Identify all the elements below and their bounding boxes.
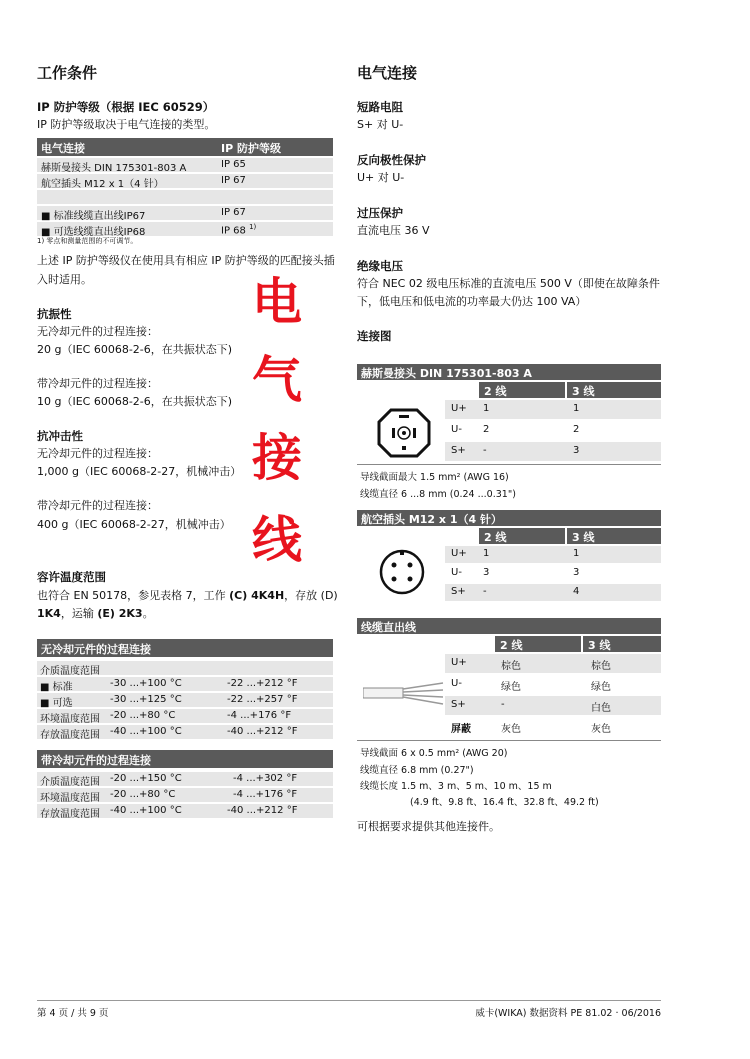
m12-table <box>357 510 661 602</box>
temp-line2: 1K4，运输 (E) 2K3。 <box>37 607 154 620</box>
ip-row-value: IP 67 <box>221 207 246 218</box>
ip-description: IP 防护等级取决于电气连接的类型。 <box>37 118 216 131</box>
m12-connector-icon <box>377 547 427 597</box>
col-2-wire: 2 线 <box>500 639 523 652</box>
hirschmann-title: 赫斯曼接头 DIN 175301-803 A <box>361 367 532 380</box>
col-3-wire: 3 线 <box>588 639 611 652</box>
ip-heading: IP 防护等级（根据 IEC 60529） <box>37 100 215 114</box>
table-row: 存放温度范围 -40 ...+100 °C -40 ...+212 °F <box>37 804 333 818</box>
vibration-line1: 无冷却元件的过程连接： <box>37 325 158 338</box>
hirschmann-connector-icon <box>369 404 439 460</box>
with-cooling-title: 带冷却元件的过程连接 <box>41 754 151 767</box>
other-connectors-note: 可根据要求提供其他连接件。 <box>357 820 500 833</box>
table-row: S+ - 3 <box>445 442 661 461</box>
table-row: 环境温度范围 -20 ...+80 °C -4 ...+176 °F <box>37 788 333 802</box>
col-2-wire: 2 线 <box>484 531 507 544</box>
footnote-ref: 1) <box>249 223 257 231</box>
reverse-polarity-heading: 反向极性保护 <box>357 153 426 167</box>
table-row <box>37 190 333 204</box>
cable-note3: 线缆长度 1.5 m、3 m、5 m、10 m、15 m <box>360 781 552 792</box>
temp-line1: 也符合 EN 50178，参见表格 7，工作 (C) 4K4H，存放 (D) <box>37 589 338 602</box>
ip-row-value: IP 67 <box>221 175 246 186</box>
col-2-wire: 2 线 <box>484 385 507 398</box>
vibration-heading: 抗振性 <box>37 307 72 321</box>
col-3-wire: 3 线 <box>572 531 595 544</box>
shock-line1: 无冷却元件的过程连接： <box>37 447 158 460</box>
stamp-char: 电 <box>252 272 302 331</box>
stamp-char: 气 <box>252 350 302 409</box>
ip-row-value: IP 68 <box>221 225 246 237</box>
ip-note-line1: 上述 IP 防护等级仪在使用具有相应 IP 防护等级的匹配接头插 <box>37 254 335 267</box>
table-row: U- 绿色 绿色 <box>451 678 611 693</box>
table-row: U- 3 3 <box>451 567 580 578</box>
ip-row-value: IP 65 <box>221 159 246 170</box>
cable-table <box>357 618 661 741</box>
insulation-line1: 符合 NEC 02 级电压标准的直流电压 500 V（即使在故障条件 <box>357 277 660 290</box>
vibration-line4: 10 g（IEC 60068-2-6，在共振状态下) <box>37 395 233 408</box>
table-row <box>37 206 333 220</box>
ip-note-line2: 入时适用。 <box>37 273 92 286</box>
ip-row-connection: ■ 可选线缆直出线IP68 <box>41 227 146 238</box>
section-title-electrical: 电气连接 <box>357 64 418 82</box>
shock-line3: 带冷却元件的过程连接： <box>37 499 158 512</box>
table-row: S+ - 4 <box>445 584 661 601</box>
table-row: ■ 可选 -30 ...+125 °C -22 ...+257 °F <box>37 693 333 707</box>
table-row: U+ 1 1 <box>445 546 661 563</box>
cable-note2: 线缆直径 6.8 mm (0.27") <box>360 765 474 776</box>
short-circuit-heading: 短路电阻 <box>357 100 403 114</box>
ip-row-connection: 赫斯曼接头 DIN 175301-803 A <box>41 163 187 174</box>
table-row: 存放温度范围 -40 ...+100 °C -40 ...+212 °F <box>37 725 333 739</box>
stamp-char: 线 <box>252 510 302 569</box>
reverse-polarity-text: U+ 对 U- <box>357 171 405 184</box>
section-title-operating-conditions: 工作条件 <box>37 64 98 82</box>
no-cooling-table <box>37 639 333 739</box>
table-row: 屏蔽 灰色 灰色 <box>451 724 611 735</box>
ip-footnote: 1) 零点和测量范围的不可调节。 <box>37 237 138 245</box>
hirschmann-table <box>357 364 661 465</box>
shock-line4: 400 g（IEC 60068-2-27，机械冲击） <box>37 518 231 531</box>
vibration-line2: 20 g（IEC 60068-2-6，在共振状态下) <box>37 343 233 356</box>
table-row: ■ 标准 -30 ...+100 °C -22 ...+212 °F <box>37 677 333 691</box>
cable-title: 线缆直出线 <box>361 621 416 634</box>
overvoltage-text: 直流电压 36 V <box>357 224 430 237</box>
insulation-line2: 下，低电压和低电流的功率最大仍达 100 VA） <box>357 295 587 308</box>
stamp-char: 接 <box>252 428 302 487</box>
m12-title: 航空插头 M12 x 1（4 针） <box>361 513 502 526</box>
ip-row-connection: ■ 标准线缆直出线IP67 <box>41 211 146 222</box>
temp-heading: 容许温度范围 <box>37 570 106 584</box>
footer-doc: 威卡(WIKA) 数据资料 PE 81.02 · 06/2016 <box>475 1008 661 1019</box>
cable-icon <box>363 674 445 710</box>
hirschmann-note1: 导线截面最大 1.5 mm² (AWG 16) <box>360 472 509 483</box>
short-circuit-text: S+ 对 U- <box>357 118 404 131</box>
vibration-line3: 带冷却元件的过程连接： <box>37 377 158 390</box>
table-row: U+ 1 1 <box>445 400 661 419</box>
ip-table-header-connection: 电气连接 <box>41 142 85 155</box>
no-cooling-title: 无冷却元件的过程连接 <box>41 643 151 656</box>
with-cooling-table <box>37 750 333 818</box>
table-row <box>37 222 333 236</box>
ip-row-connection: 航空插头 M12 x 1（4 针） <box>41 179 164 190</box>
footer-divider <box>37 1000 661 1001</box>
table-row: 介质温度范围 -20 ...+150 °C -4 ...+302 °F <box>37 772 333 786</box>
ip-table <box>37 138 333 236</box>
footer-page: 第 4 页 / 共 9 页 <box>37 1008 109 1019</box>
table-row: S+ - 白色 <box>445 696 661 715</box>
shock-heading: 抗冲击性 <box>37 429 83 443</box>
cable-note4: (4.9 ft、9.8 ft、16.4 ft、32.8 ft、49.2 ft) <box>410 797 599 808</box>
ip-table-header-ip: IP 防护等级 <box>221 142 281 155</box>
overvoltage-heading: 过压保护 <box>357 206 403 220</box>
table-row: U+ 棕色 棕色 <box>445 654 661 673</box>
table-row: U- 2 2 <box>451 424 580 435</box>
table-row <box>37 174 333 188</box>
diagram-heading: 连接图 <box>357 329 392 343</box>
table-row: 环境温度范围 -20 ...+80 °C -4 ...+176 °F <box>37 709 333 723</box>
hirschmann-note2: 线缆直径 6 ...8 mm (0.24 ...0.31") <box>360 489 516 500</box>
shock-line2: 1,000 g（IEC 60068-2-27，机械冲击） <box>37 465 242 478</box>
table-row: 介质温度范围 <box>37 661 333 675</box>
col-3-wire: 3 线 <box>572 385 595 398</box>
insulation-heading: 绝缘电压 <box>357 259 403 273</box>
cable-note1: 导线截面 6 x 0.5 mm² (AWG 20) <box>360 748 508 759</box>
table-row <box>37 158 333 172</box>
